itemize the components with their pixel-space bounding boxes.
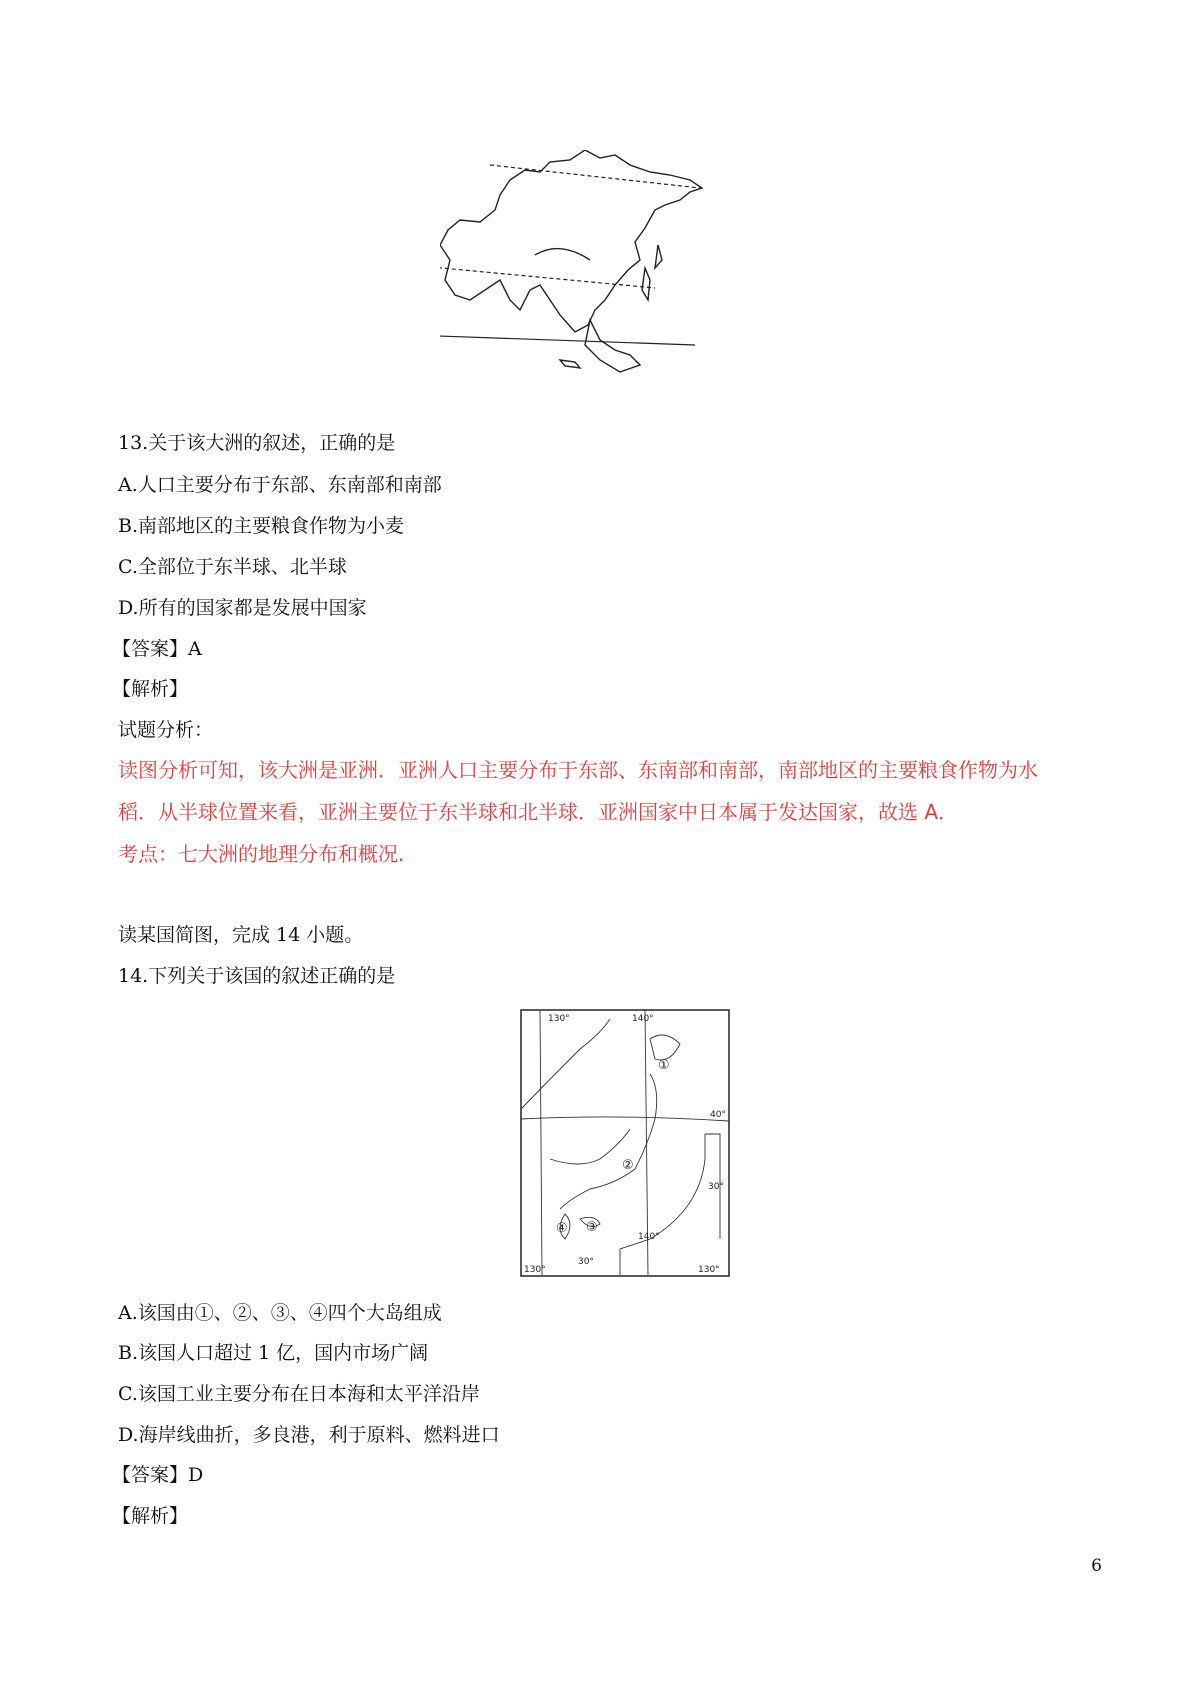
q14-option-c: C.该国工业主要分布在日本海和太平洋沿岸: [118, 1383, 480, 1405]
map-label-140-top: 140°: [632, 1014, 654, 1024]
island-marker-3: ③: [586, 1220, 598, 1235]
page-number: 6: [1091, 1556, 1102, 1576]
q14-stem: 14.下列关于该国的叙述正确的是: [118, 965, 396, 987]
map-label-130-bottom-right: 130°: [698, 1265, 720, 1275]
island-marker-4: ④: [556, 1221, 568, 1236]
q13-answer: 【答案】A: [112, 638, 202, 660]
q14-intro: 读某国简图，完成 14 小题。: [118, 924, 364, 946]
q14-option-d: D.海岸线曲折，多良港，利于原料、燃料进口: [118, 1424, 500, 1446]
q13-analysis-line-2: 稻．从半球位置来看，亚洲主要位于东半球和北半球．亚洲国家中日本属于发达国家，故选 A．: [118, 800, 959, 824]
map-label-30-right: 30°: [708, 1182, 724, 1192]
q13-stem: 13.关于该大洲的叙述，正确的是: [118, 432, 396, 454]
q14-option-a: A.该国由①、②、③、④四个大岛组成: [118, 1302, 442, 1324]
japan-sketch-map: [520, 1009, 730, 1277]
map-label-130-bottom-left: 130°: [524, 1265, 546, 1275]
asia-outline-map: [440, 150, 760, 400]
q14-option-b: B.该国人口超过 1 亿，国内市场广阔: [118, 1342, 429, 1364]
q14-analysis-label: 【解析】: [112, 1505, 189, 1527]
map-label-30-bottom: 30°: [578, 1257, 594, 1267]
q13-option-b: B.南部地区的主要粮食作物为小麦: [118, 515, 405, 537]
q14-answer: 【答案】D: [112, 1464, 204, 1486]
map-label-40: 40°: [710, 1110, 726, 1120]
map-label-130-top: 130°: [548, 1014, 570, 1024]
island-marker-1: ①: [658, 1058, 670, 1073]
island-marker-2: ②: [622, 1158, 634, 1173]
q13-option-c: C.全部位于东半球、北半球: [118, 556, 347, 578]
q13-analysis-line-1: 读图分析可知，该大洲是亚洲．亚洲人口主要分布于东部、东南部和南部，南部地区的主要粮食作物为水: [118, 758, 1038, 782]
q13-option-d: D.所有的国家都是发展中国家: [118, 597, 367, 619]
map-label-140-bottom: 140°: [638, 1232, 660, 1242]
q13-analysis-label: 【解析】: [112, 678, 189, 700]
q13-option-a: A.人口主要分布于东部、东南部和南部: [118, 474, 442, 496]
q13-analysis-keypoint: 考点：七大洲的地理分布和概况.: [118, 842, 405, 866]
q13-analysis-intro: 试题分析：: [118, 719, 214, 741]
